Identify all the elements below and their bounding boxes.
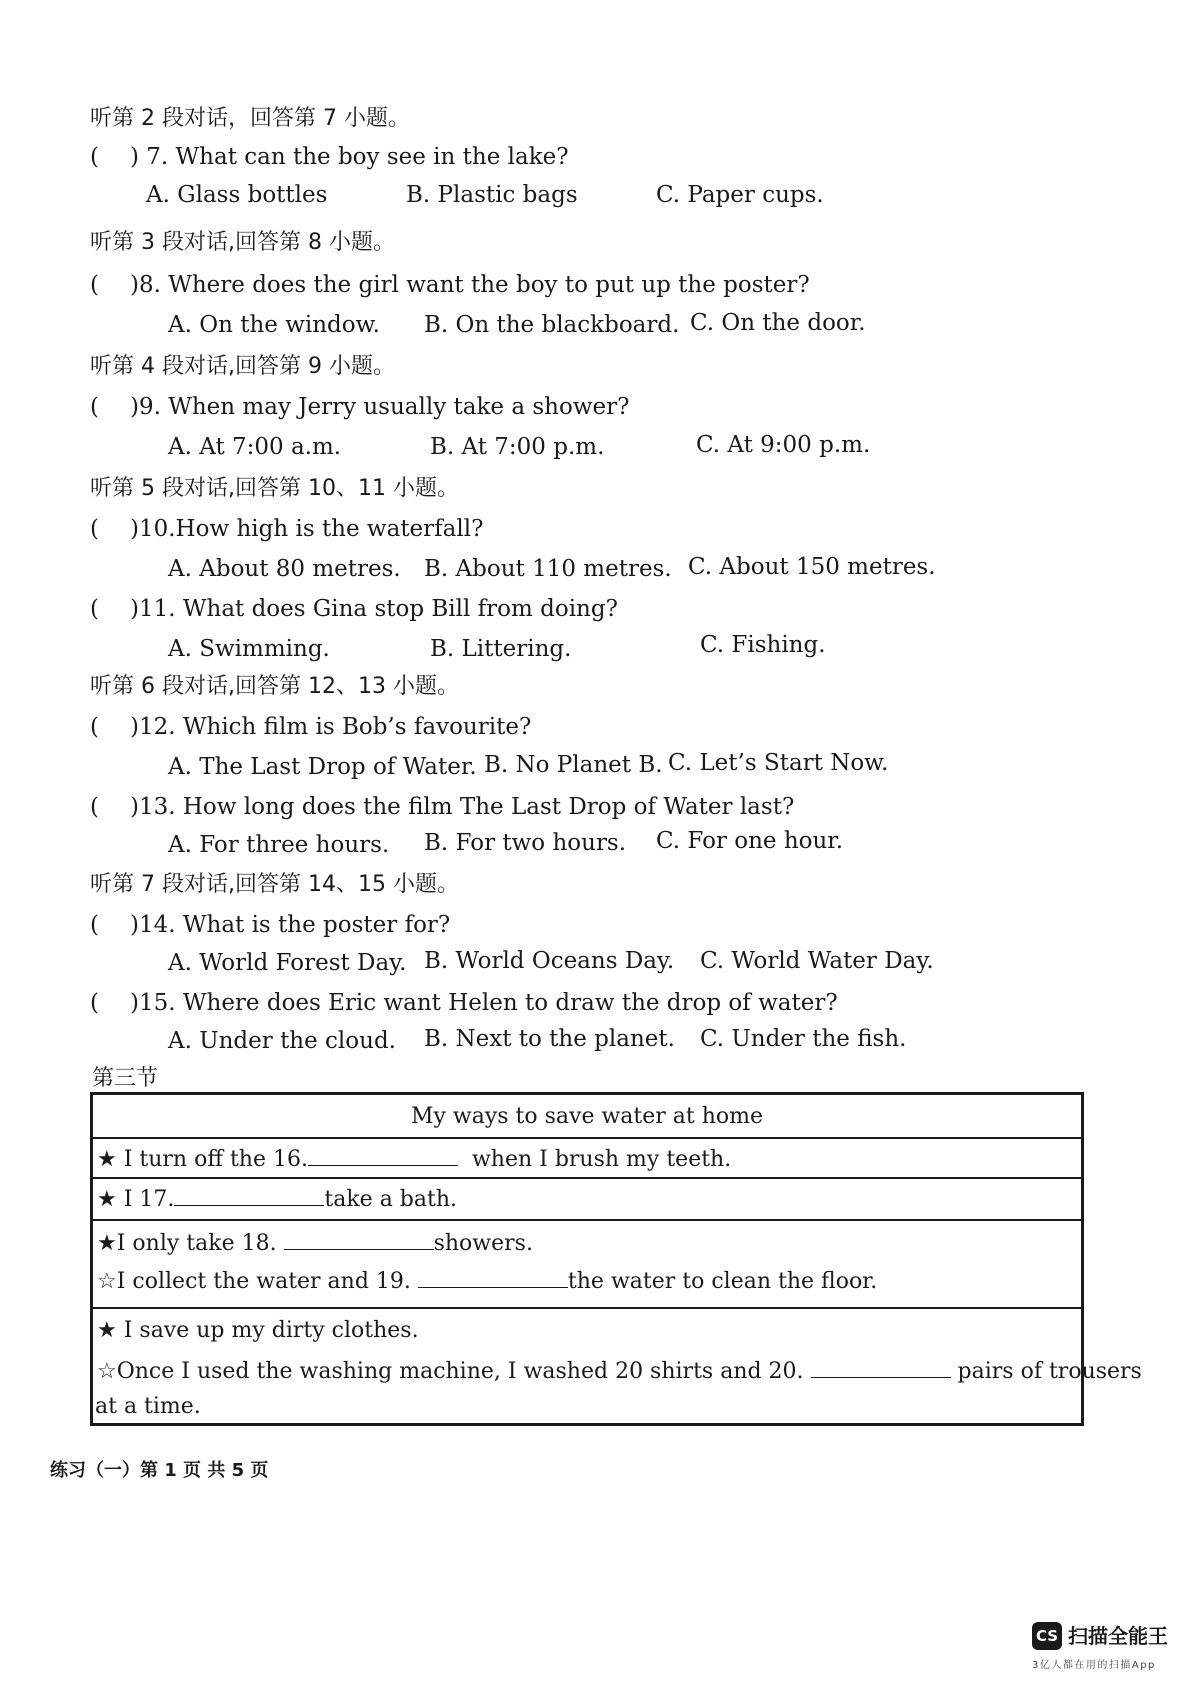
- table-row-17: [93, 1179, 1081, 1221]
- question-stem: ) 7. What can the boy see in the lake?: [130, 144, 569, 170]
- answer-paren: (: [90, 272, 99, 298]
- q11-option-c: C. Fishing.: [700, 632, 826, 658]
- section-heading-2: 听第 2 段对话，回答第 7 小题。: [90, 106, 410, 131]
- q9-option-b: B. At 7:00 p.m.: [430, 434, 605, 460]
- q11-option-b: B. Littering.: [430, 636, 572, 662]
- answer-paren: (: [90, 912, 99, 938]
- q12-option-c: C. Let’s Start Now.: [668, 750, 889, 776]
- q13-option-c: C. For one hour.: [656, 828, 844, 854]
- question-7: [90, 142, 569, 172]
- watermark-name: 扫描全能王: [1068, 1624, 1168, 1648]
- q12-option-b: B. No Planet B.: [484, 752, 663, 778]
- section-heading-7: 听第 7 段对话,回答第 14、15 小题。: [90, 872, 459, 897]
- q10-option-c: C. About 150 metres.: [688, 554, 936, 580]
- row-18-suffix: showers.: [433, 1231, 533, 1256]
- row-19-suffix: the water to clean the floor.: [567, 1269, 878, 1294]
- row-16-text: [97, 1145, 731, 1174]
- question-14: [90, 910, 450, 940]
- answer-paren: (: [90, 394, 99, 420]
- q14-option-b: B. World Oceans Day.: [424, 948, 675, 974]
- q10-option-a: A. About 80 metres.: [168, 556, 401, 582]
- section-heading-6: 听第 6 段对话,回答第 12、13 小题。: [90, 674, 459, 699]
- row-16-prefix: ★ I turn off the 16.: [97, 1147, 308, 1172]
- q14-option-c: C. World Water Day.: [700, 948, 934, 974]
- row-17-text: [97, 1185, 457, 1214]
- row-16-suffix: when I brush my teeth.: [471, 1147, 732, 1172]
- question-stem: )14. What is the poster for?: [130, 912, 451, 938]
- question-stem: )8. Where does the girl want the boy to put up the poster?: [130, 272, 810, 298]
- q15-option-a: A. Under the cloud.: [168, 1028, 396, 1054]
- q14-option-a: A. World Forest Day.: [168, 950, 407, 976]
- blank-17[interactable]: [174, 1185, 324, 1206]
- row-17-suffix: take a bath.: [324, 1187, 458, 1212]
- blank-16[interactable]: [308, 1145, 458, 1166]
- question-stem: )15. Where does Eric want Helen to draw the drop of water?: [130, 990, 838, 1016]
- q8-option-a: A. On the window.: [168, 312, 380, 338]
- q13-option-a: A. For three hours.: [168, 832, 390, 858]
- row-20-prefix: ☆Once I used the washing machine, I washed 20 shirts and 20.: [97, 1359, 804, 1384]
- table-row-16: [93, 1139, 1081, 1179]
- answer-paren: (: [90, 144, 99, 170]
- q9-option-a: A. At 7:00 a.m.: [168, 434, 342, 460]
- question-12: [90, 712, 531, 742]
- row-18-prefix: ★I only take 18.: [97, 1231, 277, 1256]
- answer-paren: (: [90, 794, 99, 820]
- question-15: [90, 988, 838, 1018]
- question-13: [90, 792, 794, 822]
- page-footer: 练习（一）第 1 页 共 5 页: [50, 1460, 269, 1481]
- q15-option-b: B. Next to the planet.: [424, 1026, 675, 1052]
- question-stem: )12. Which film is Bob’s favourite?: [130, 714, 532, 740]
- question-10: [90, 514, 483, 544]
- q11-option-a: A. Swimming.: [168, 636, 330, 662]
- row-20-suffix: pairs of trousers: [957, 1359, 1142, 1384]
- question-stem: )10.How high is the waterfall?: [130, 516, 484, 542]
- q7-option-c: C. Paper cups.: [656, 182, 824, 208]
- section-heading-5: 听第 5 段对话,回答第 10、11 小题。: [90, 476, 459, 501]
- q13-option-b: B. For two hours.: [424, 830, 627, 856]
- answer-paren: (: [90, 596, 99, 622]
- row-19-prefix: ☆I collect the water and 19.: [97, 1269, 411, 1294]
- answer-paren: (: [90, 516, 99, 542]
- q7-option-b: B. Plastic bags: [406, 182, 578, 208]
- row-20-text: [97, 1357, 1142, 1386]
- save-water-table: [90, 1092, 1142, 1426]
- table-row-18-19: [93, 1221, 1081, 1309]
- question-stem: )9. When may Jerry usually take a shower?: [130, 394, 630, 420]
- question-stem: )13. How long does the film The Last Drop of Water last?: [130, 794, 795, 820]
- question-9: [90, 392, 629, 422]
- q15-option-c: C. Under the fish.: [700, 1026, 907, 1052]
- camscanner-logo-icon: CS: [1032, 1622, 1062, 1650]
- section-heading-4: 听第 4 段对话,回答第 9 小题。: [90, 354, 395, 379]
- table-title-row: [93, 1095, 1081, 1139]
- row-20-tail: at a time.: [95, 1394, 201, 1419]
- blank-18[interactable]: [284, 1229, 434, 1250]
- question-stem: )11. What does Gina stop Bill from doing?: [130, 596, 618, 622]
- row-18-text: [97, 1229, 533, 1258]
- answer-paren: (: [90, 714, 99, 740]
- answer-paren: (: [90, 990, 99, 1016]
- row-17-prefix: ★ I 17.: [97, 1187, 175, 1212]
- blank-19[interactable]: [418, 1267, 568, 1288]
- part3-heading: 第三节: [92, 1066, 159, 1091]
- q9-option-c: C. At 9:00 p.m.: [696, 432, 871, 458]
- row-dirty-text: ★ I save up my dirty clothes.: [97, 1318, 419, 1343]
- watermark-tagline: 3亿人都在用的扫描App: [1032, 1660, 1156, 1671]
- q10-option-b: B. About 110 metres.: [424, 556, 672, 582]
- q7-option-a: A. Glass bottles: [146, 182, 328, 208]
- q8-option-b: B. On the blackboard.: [424, 312, 680, 338]
- section-heading-3: 听第 3 段对话,回答第 8 小题。: [90, 230, 395, 255]
- q12-option-a: A. The Last Drop of Water.: [168, 754, 477, 780]
- question-8: [90, 270, 810, 300]
- table-row-20: [93, 1309, 1142, 1423]
- blank-20[interactable]: [811, 1357, 951, 1378]
- question-11: [90, 594, 618, 624]
- q8-option-c: C. On the door.: [690, 310, 866, 336]
- table-title: My ways to save water at home: [410, 1104, 764, 1129]
- row-19-text: [97, 1267, 877, 1296]
